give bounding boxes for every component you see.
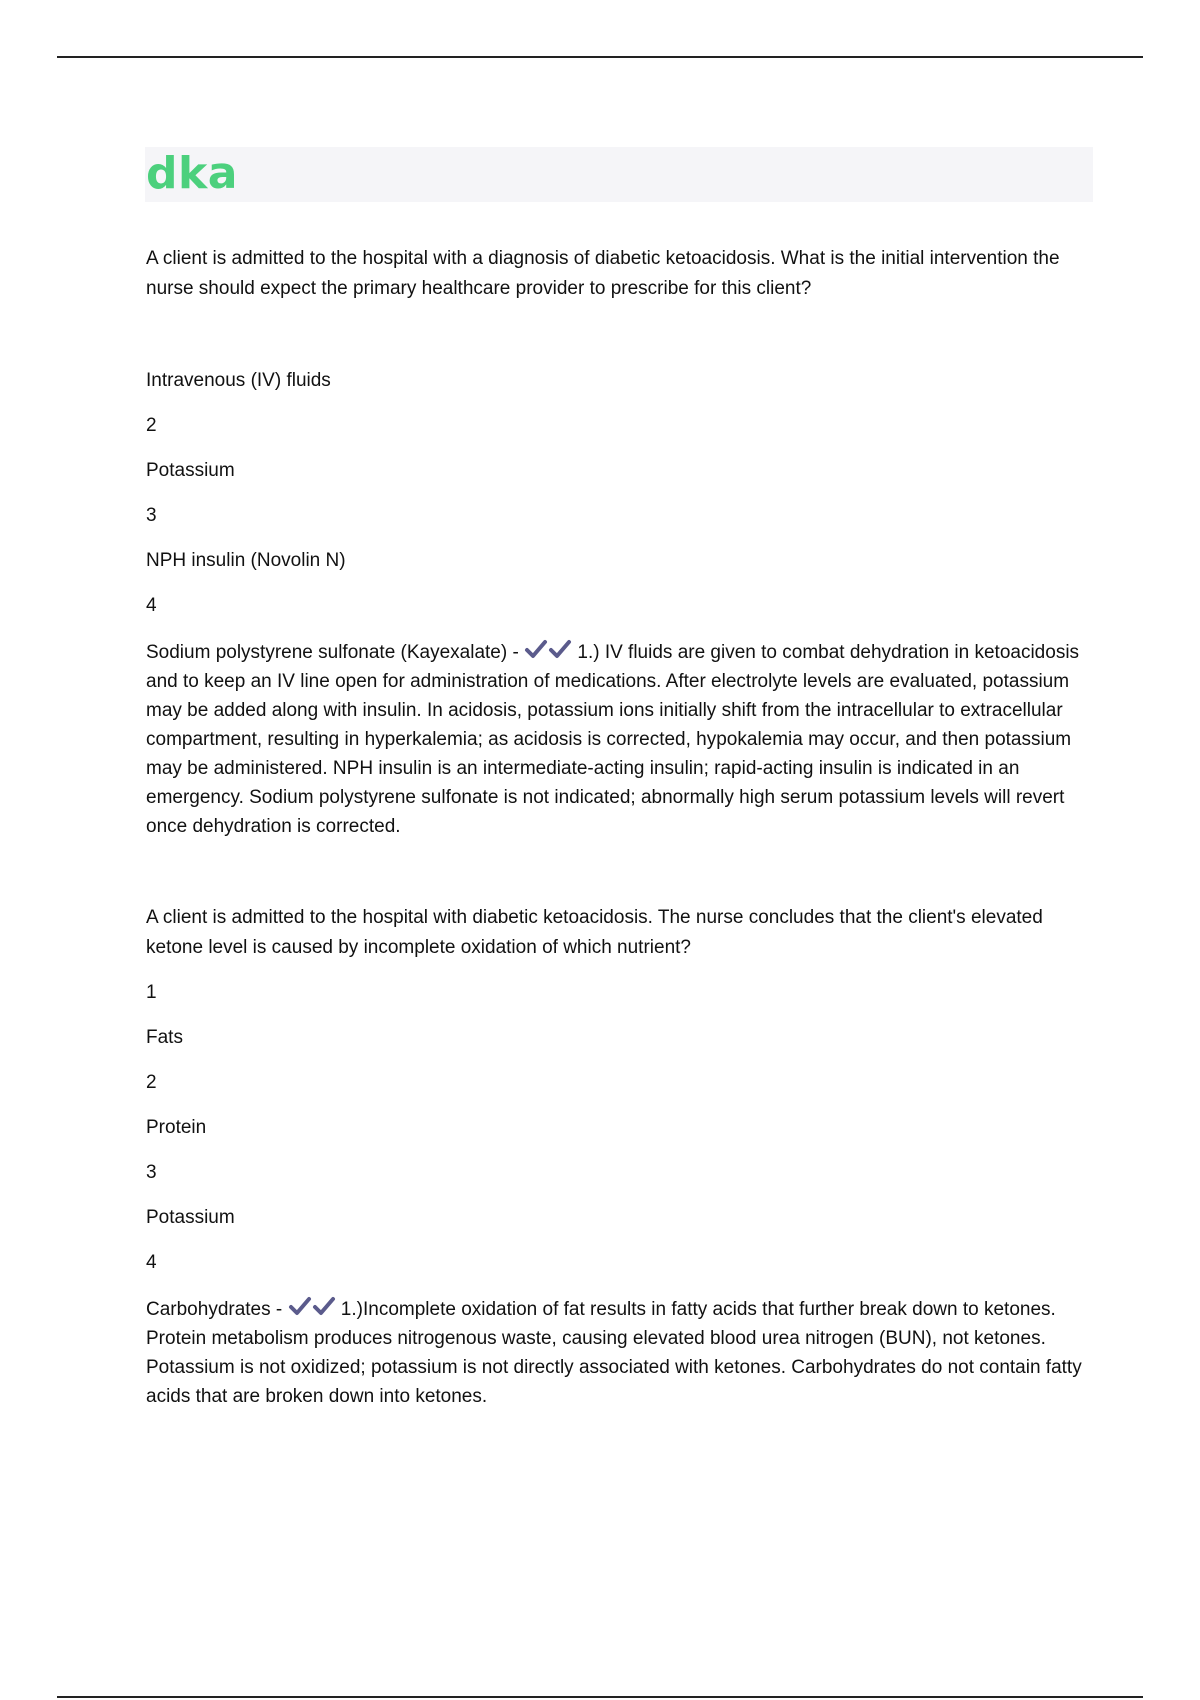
q1-answer [146,638,1096,841]
title-band [145,147,1093,202]
q1-option: NPH insulin (Novolin N) [146,550,346,571]
q1-option: Intravenous (IV) fluids [146,370,331,391]
q2-option-number: 2 [146,1072,157,1093]
check-icon [288,1296,312,1318]
document-body [146,244,1096,1411]
q2-option: Protein [146,1117,207,1138]
q2-answer-choice: Carbohydrates - [146,1299,283,1320]
q2-option-number: 3 [146,1162,157,1183]
q2-option: Fats [146,1027,183,1048]
check-icon [312,1296,336,1318]
bottom-rule [57,1696,1143,1698]
q1-option-number: 2 [146,415,157,436]
q2-option: Potassium [146,1207,235,1228]
q1-option: Potassium [146,460,235,481]
check-icon [524,639,548,661]
question-2-text: A client is admitted to the hospital with diabetic ketoacidosis. The nurse concludes that the client's elevated ketone level is caused by incomplete oxidation of which nutrient? [146,907,1043,958]
q1-option-number: 4 [146,595,157,616]
top-rule [57,56,1143,58]
q2-option-number: 1 [146,982,157,1003]
page-title: dka [146,148,238,199]
q1-rationale: 1.) IV fluids are given to combat dehydration in ketoacidosis and to keep an IV line open for administration of medications. After electrolyte levels are evaluated, potassium may be added along with insulin. In acidosis, potassium ions initially shift from the intracellular to extracellular compartment, resulting in hyperkalemia; as acidosis is corrected, hypokalemia may occur, and then potassium may be administered. NPH insulin is an intermediate-acting insulin; rapid-acting insulin is indicated in an emergency. Sodium polystyrene sulfonate is not indicated; abnormally high serum potassium levels will revert once dehydration is corrected. [146,642,1080,837]
check-icon [548,639,572,661]
q1-option-number: 3 [146,505,157,526]
question-1-text: A client is admitted to the hospital with a diagnosis of diabetic ketoacidosis. What is the initial intervention the nurse should expect the primary healthcare provider to prescribe for this client? [146,248,1060,299]
q2-option-number: 4 [146,1252,157,1273]
q2-rationale: 1.)Incomplete oxidation of fat results in fatty acids that further break down to ketones. Protein metabolism produces nitrogenous waste, causing elevated blood urea nitrogen (BUN), not ketones. Potassium is not oxidized; potassium is not directly associated with ketones. Carbohydrates do not contain fatty acids that are broken down into ketones. [146,1299,1082,1407]
q1-answer-choice: Sodium polystyrene sulfonate (Kayexalate) - [146,642,519,663]
q2-answer [146,1295,1096,1411]
